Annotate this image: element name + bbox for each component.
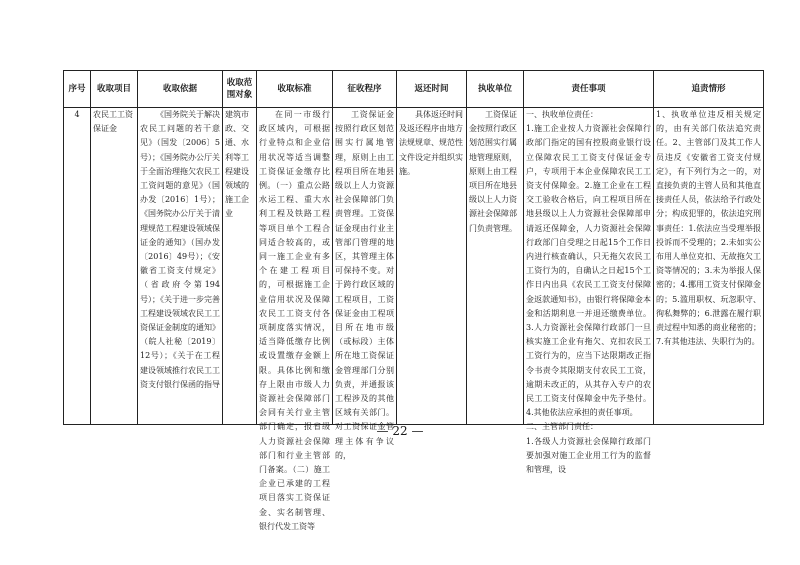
row-pursue-cell	[654, 108, 764, 425]
row-procedure-cell	[333, 108, 397, 460]
row-duty	[526, 108, 651, 475]
row-procedure: 工资保证金按照行政区划范围实行属地管理，原则上由工程项目所在地县级以上人力资源社会保障部门负责管理。工资保证金现由行业主管部门管理的地区，其管理主体可保持不变。对于跨行政区域的工程项目，工资保证金由工程项目所在地市级（或标段）主体所在地工资保证金管理部门分别负责，并通报该工程涉及的其他区域有关部门。对工资保证金管理主体有争议的，	[335, 110, 394, 460]
header-unit: 执收单位	[467, 71, 524, 108]
header-row	[64, 71, 764, 108]
row-pursue: 1、执收单位违反相关规定的，由有关部门依法追究责任。2、主管部门及其工作人员违反《安徽省工资支付规定》，有下列行为之一的，对直接负责的主管人员和其他直接责任人员，依法给予行政处分；构成犯罪的，依法追究刑事责任：1.依法应当受理举报投诉而不受理的；2.未如实公布用人单位克扣、无故拖欠工资等情况的；3.未为举报人保密的；4.挪用工资支付保障金的；5.滥用职权、玩忽职守、徇私舞弊的；6.泄露在履行职责过程中知悉的商业秘密的；7.有其他违法、失职行为的。	[656, 110, 761, 347]
row-item	[91, 108, 138, 425]
duty-text-2: 1.各级人力资源社会保障行政部门要加强对施工企业用工行为的监督和管理，设	[526, 436, 651, 475]
duty-header-2: 二、主管部门责任：	[526, 422, 598, 432]
header-pursue: 追责情形	[654, 71, 764, 108]
duty-text: 1.施工企业按人力资源社会保障行政部门指定的国有控股商业银行设立保障农民工工资支付保证金专户，专项用于本企业保障农民工工资支付保障金。2.施工企业在工程交工验收合格后，向工程项目所在地县级以上人力资源社会保障部申请返还保障金，人力资源社会保障行政部门自受理之日起15个工作日内进行核查确认，只无拖欠农民工工资行为的，自确认之日起15个工作日内出具《农民工工资支付保障金返款通知书》，由银行将保障金本金和活期利息一并退还缴费单位。3.人力资源社会保障行政部门一旦核实施工企业有拖欠、克扣农民工工资行为的，应当下达限期改正指令书责令其限期支付农民工工资，逾期未改正的，从其存入专户的农民工工资支付保障金中先予垫付。4.其他依法应承担的责任事项。	[526, 124, 651, 418]
row-return-time: 具体返还时间及返还程序由地方法规规章、规范性文件设定并组织实施。	[399, 110, 463, 176]
row-standard-cell	[257, 108, 333, 531]
row-item-text: 农民工工资保证金	[93, 110, 133, 134]
row-return-time-cell	[397, 108, 467, 425]
row-scope: 建筑市政、交通、水利等工程建设领域的施工企业	[225, 110, 249, 219]
header-procedure: 征收程序	[333, 71, 397, 108]
header-scope: 收取范围对象	[223, 71, 257, 108]
page-number: — 22 —	[376, 424, 424, 438]
row-index: 4	[64, 108, 91, 425]
row-scope-cell	[223, 108, 257, 425]
header-standard: 收取标准	[257, 71, 333, 108]
row-unit-cell	[467, 108, 524, 425]
table-row	[64, 108, 764, 425]
row-standard: 在同一市级行政区域内，可根据行业特点和企业信用状况等适当调整工资保证金缴存比例。（一）重点公路水运工程、重大水利工程及铁路工程等项目单个工程合同适合较高的，或同一施工企业有多个在建工程项目的，可根据施工企业信用状况及保障农民工工资支付各项制度落实情况，适当降低缴存比例或设置缴存金额上限。具体比例和缴存上限由市级人力资源社会保障部门会同有关行业主管部门确定，报省级人力资源社会保障部门和行业主管部门备案。（二）施工企业已承建的工程项目落实工资保证金、实名制管理、银行代发工资等	[259, 110, 330, 531]
header-return-time: 返还时间	[397, 71, 467, 108]
row-duty-cell	[524, 108, 654, 475]
row-unit: 工资保证金按照行政区划范围实行属地管理原则，原则上由工程项目所在地县级以上人力资源社会保障部门负责管理。	[469, 110, 517, 233]
header-item: 收取项目	[91, 71, 138, 108]
duty-header: 一、执收单位责任：	[526, 110, 598, 119]
row-basis: 《国务院关于解决农民工问题的若干意见》（国发〔2006〕5号）；《国务院办公厅关于全面治理拖欠农民工工资问题的意见》（国办发〔2016〕1号）；《国务院办公厅关于清理规范工程建设领域保证金的通知》（国办发〔2016〕49号）；《安徽省工资支付规定》（省政府令第194号）；《关于进一步完善工程建设领域农民工工资保证金制度的通知》（皖人社秘〔2019〕12号）；《关于在工程建设领域推行农民工工资支付银行保函的指导	[140, 110, 220, 389]
header-duty: 责任事项	[524, 71, 654, 108]
row-basis-cell	[138, 108, 223, 425]
header-index: 序号	[64, 71, 91, 108]
header-basis: 收取依据	[138, 71, 223, 108]
